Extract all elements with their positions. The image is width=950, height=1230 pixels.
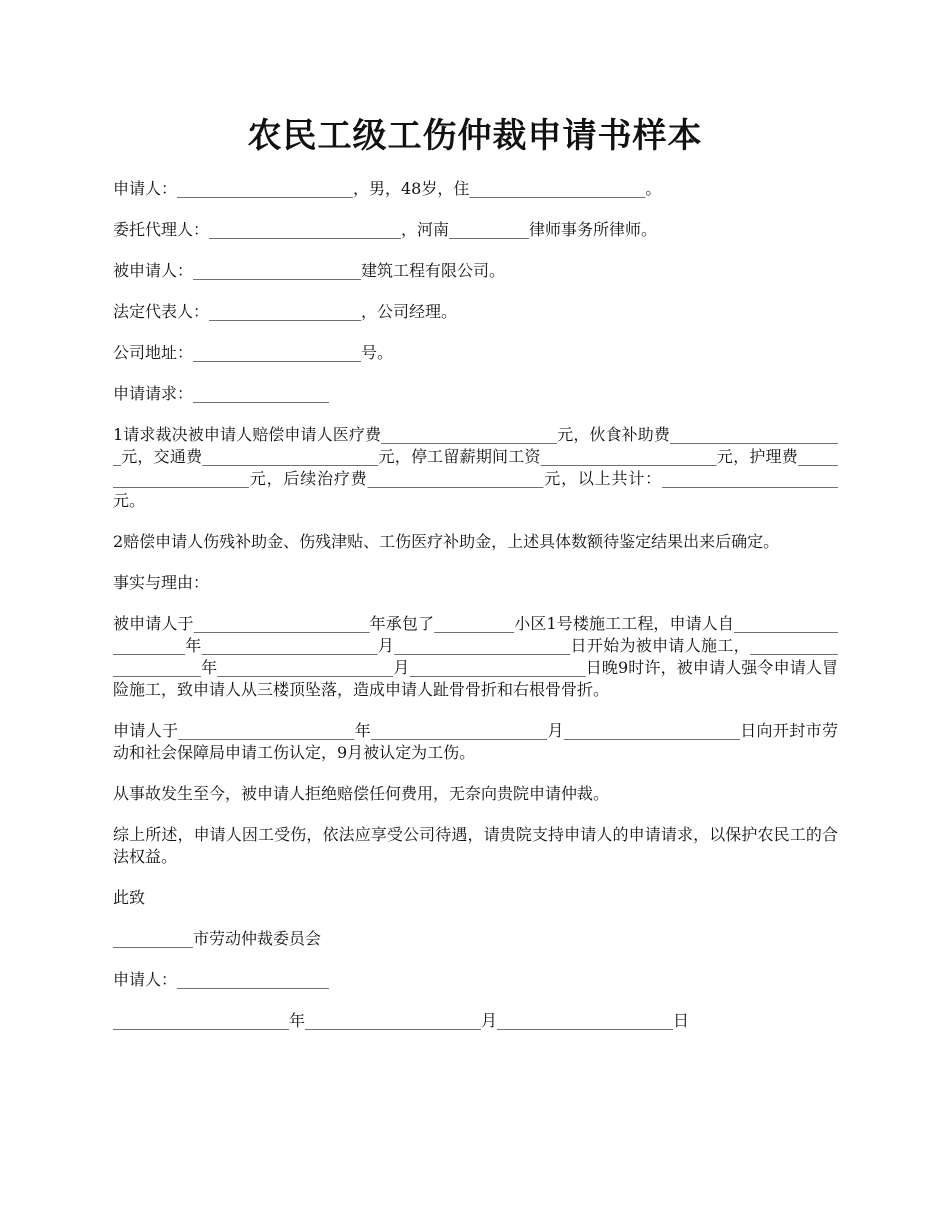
agent-line: 委托代理人：________________________，河南__________律师事务所律师。 bbox=[113, 220, 658, 239]
request-item-2: 2赔偿申请人伤残补助金、伤残津贴、工伤医疗补助金，上述具体数额待鉴定结果出来后确定。 bbox=[113, 532, 780, 551]
facts-paragraph-1: 被申请人于______________________年承包了__________小区1号楼施工工程，申请人自______________________年______________________月______________________日开始为被申请人施工，______________________年______________________月______________________日晚9时许，被申请人强令申请人冒险施工，致申请人从三楼顶坠落，造成申请人趾骨骨折和右根骨骨折。 bbox=[113, 614, 838, 699]
signature-line: 申请人：___________________ bbox=[113, 970, 330, 989]
document-body bbox=[113, 178, 838, 1051]
recipient-line: __________市劳动仲裁委员会 bbox=[113, 929, 322, 948]
document-title: 农民工级工伤仲裁申请书样本 bbox=[247, 116, 703, 156]
date-line: ______________________年______________________月______________________日 bbox=[113, 1011, 690, 1030]
conclusion-paragraph: 综上所述，申请人因工受伤，依法应享受公司待遇，请贵院支持申请人的申请请求，以保护农民工的合法权益。 bbox=[113, 825, 838, 866]
facts-paragraph-2: 申请人于______________________年______________________月______________________日向开封市劳动和社会保障局申请工伤认定，9月被认定为工伤。 bbox=[113, 721, 838, 762]
company-address-line: 公司地址：_____________________号。 bbox=[113, 343, 394, 362]
salutation: 此致 bbox=[113, 888, 146, 907]
applicant-line: 申请人：______________________，男，48岁，住______________________。 bbox=[113, 179, 662, 198]
facts-paragraph-3: 从事故发生至今，被申请人拒绝赔偿任何费用，无奈向贵院申请仲裁。 bbox=[113, 784, 610, 803]
request-item-1: 1请求裁决被申请人赔偿申请人医疗费______________________元，伙食补助费______________________元，交通费______________________元，停工留薪期间工资______________________元，护理费______________________元，后续治疗费______________________元，以上共计：______________________元。 bbox=[113, 425, 838, 510]
facts-heading: 事实与理由： bbox=[113, 573, 210, 592]
legal-representative-line: 法定代表人：___________________，公司经理。 bbox=[113, 302, 458, 321]
respondent-line: 被申请人：_____________________建筑工程有限公司。 bbox=[113, 261, 506, 280]
request-heading: 申请请求：_________________ bbox=[113, 384, 330, 403]
